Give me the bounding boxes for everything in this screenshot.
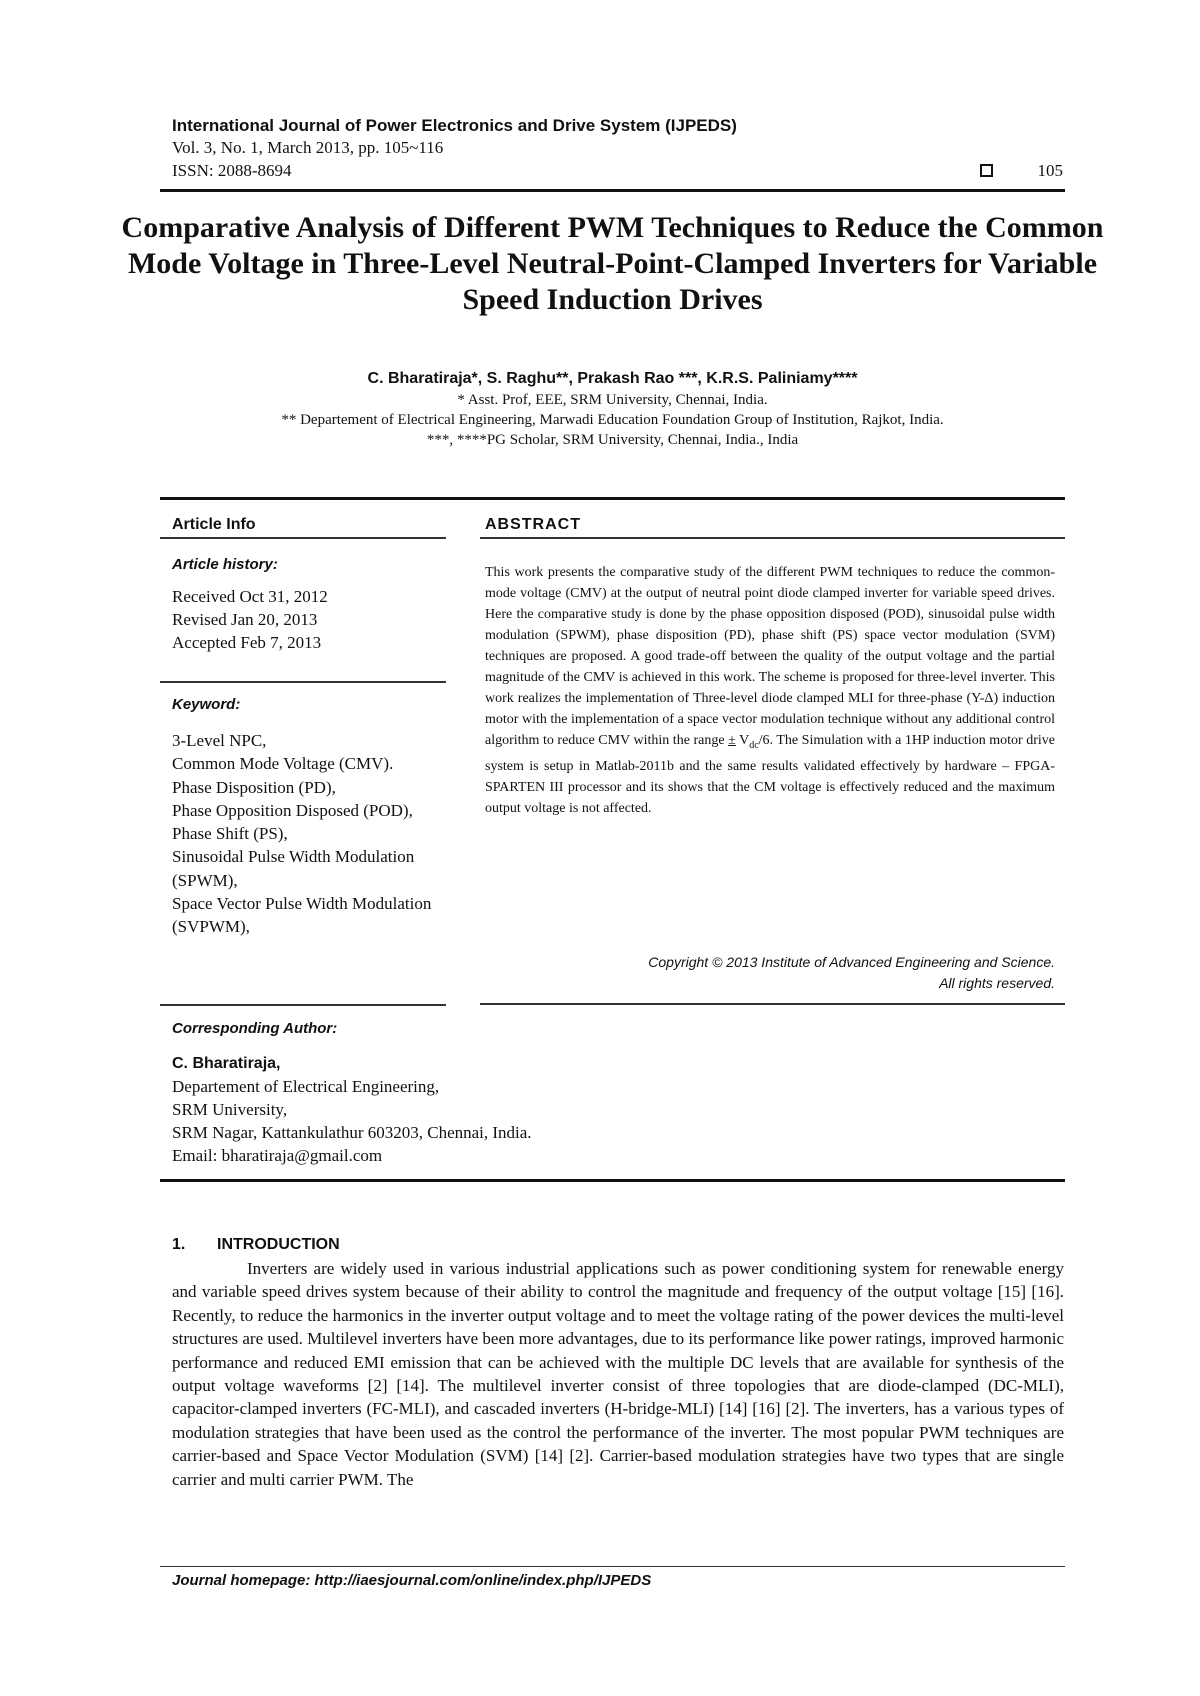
keyword-rule xyxy=(160,1004,446,1006)
authors: C. Bharatiraja*, S. Raghu**, Prakash Rao ***, K.R.S. Paliniamy**** xyxy=(367,370,858,387)
keyword-item: Phase Disposition (PD), xyxy=(172,777,336,797)
corresponding-address: SRM Nagar, Kattankulathur 603203, Chennai, India. xyxy=(172,1123,532,1142)
accepted-date: Accepted Feb 7, 2013 xyxy=(172,633,322,652)
affiliation-3: ***, ****PG Scholar, SRM University, Chennai, India., India xyxy=(426,432,799,448)
keyword-item: 3-Level NPC, xyxy=(172,731,267,750)
plus-minus-symbol: ± xyxy=(728,733,736,748)
square-box-icon xyxy=(980,164,993,177)
keyword-item: Common Mode Voltage (CMV). xyxy=(172,754,394,774)
homepage-label: Journal homepage xyxy=(172,1572,306,1589)
header-rule xyxy=(160,189,1065,192)
abstract-heading: ABSTRACT xyxy=(485,516,581,533)
abstract-body: This work presents the comparative study of the different PWM techniques to reduce the common-mode voltage (CMV) at the output of neutral point diode clamped inverter for variable speed drives. Here the comparative study is done by the phase opposition disposed (POD), sinusoidal pulse width modulation (SPWM), phase disposition (PD), phase shift (PS) space vector modulation (SVM) techniques are proposed. A good trade-off between the quality of the output voltage and the partial magnitude of the CMV is achieved in this work. The scheme is proposed for three-level inverter. This work realizes the implementation of Three-level diode clamped MLI for three-phase (Y-Δ) induction motor with the implementation of a space vector modulation technique without any additional control algorithm to reduce CMV within the range xyxy=(485,565,1055,748)
vdc-symbol: V xyxy=(735,733,750,748)
article-history-heading: Article history: xyxy=(172,556,278,573)
corresponding-author-heading: Corresponding Author: xyxy=(172,1020,338,1037)
introduction-text: Inverters are widely used in various industrial applications such as power conditioning system for renewable energy and variable speed drives system because of their ability to control the magnitude and frequency of the output voltage [15] [16]. Recently, to reduce the harmonics in the inverter output voltage and to meet the voltage rating of the power devices the multi-level structures are used. Multilevel inverters have been more advantages, due to its performance like power ratings, improved harmonic performance and reduced EMI emission that can be achieved with the multiple DC levels that are available for synthesis of the output voltage waveforms [2] [14]. The multilevel inverter consist of three topologies that are diode-clamped (DC-MLI), capacitor-clamped inverters (FC-MLI), and cascaded inverters (H-bridge-MLI) [14] [16] [2]. The inverters, has a various types of modulation strategies that have been used as the control the performance of the inverter. The most popular PWM techniques are carrier-based and Space Vector Modulation (SVM) [14] [2]. Carrier-based modulation strategies have two types that are single carrier and multi carrier PWM. The xyxy=(172,1259,1064,1489)
abstract-bottom-rule xyxy=(480,1003,1065,1005)
vdc-subscript: dc xyxy=(749,739,759,751)
corresponding-author-name: C. Bharatiraja, xyxy=(172,1055,281,1072)
info-box-bottom-rule xyxy=(160,1179,1065,1182)
article-info-heading: Article Info xyxy=(172,516,256,533)
copyright-notice xyxy=(485,952,1055,994)
received-date: Received Oct 31, 2012 xyxy=(172,587,328,606)
affiliation-2: ** Departement of Electrical Engineering, Marwadi Education Foundation Group of Institution, Rajkot, India. xyxy=(281,412,944,428)
info-box-top-rule xyxy=(160,497,1065,500)
article-info-rule xyxy=(160,537,446,539)
page-number: 105 xyxy=(1037,161,1063,180)
volume-info: Vol. 3, No. 1, March 2013, pp. 105~116 xyxy=(172,138,444,157)
abstract-text xyxy=(485,562,1055,819)
footer-rule xyxy=(160,1566,1065,1567)
keyword-heading: Keyword: xyxy=(172,696,241,713)
affiliation-1: * Asst. Prof, EEE, SRM University, Chennai, India. xyxy=(457,392,768,408)
section-heading: INTRODUCTION xyxy=(217,1236,340,1253)
paper-title: Comparative Analysis of Different PWM Techniques to Reduce the Common Mode Voltage in Three-Level Neutral-Point-Clamped Inverters for Variable Speed Induction Drives xyxy=(121,211,1104,316)
section-number: 1. xyxy=(172,1236,186,1253)
issn: ISSN: 2088-8694 xyxy=(172,161,292,180)
corresponding-university: SRM University, xyxy=(172,1100,288,1119)
rights-line: All rights reserved. xyxy=(939,975,1055,991)
keyword-item: Space Vector Pulse Width Modulation (SVPWM), xyxy=(172,894,432,937)
keyword-item: Sinusoidal Pulse Width Modulation (SPWM), xyxy=(172,847,415,890)
keyword-item: Phase Opposition Disposed (POD), xyxy=(172,800,413,820)
keyword-list xyxy=(172,729,437,939)
keyword-item: Phase Shift (PS), xyxy=(172,824,288,844)
journal-homepage xyxy=(172,1572,651,1589)
homepage-url[interactable]: : http://iaesjournal.com/online/index.php/IJPEDS xyxy=(305,1572,652,1589)
copyright-line: Copyright © 2013 Institute of Advanced Engineering and Science. xyxy=(648,954,1055,970)
abstract-body-end: /6. The Simulation with a 1HP induction motor drive system is setup in Matlab-2011b and the same results validated effectively by hardware – FPGA-SPARTEN III processor and its shows that the CM voltage is effectively reduced and the maximum output voltage is not affected. xyxy=(485,733,1056,816)
corresponding-department: Departement of Electrical Engineering, xyxy=(172,1077,440,1096)
revised-date: Revised Jan 20, 2013 xyxy=(172,610,318,629)
abstract-rule xyxy=(480,537,1065,539)
history-rule xyxy=(160,681,446,683)
journal-name: International Journal of Power Electronics and Drive System (IJPEDS) xyxy=(172,116,737,135)
corresponding-email: Email: bharatiraja@gmail.com xyxy=(172,1146,383,1165)
